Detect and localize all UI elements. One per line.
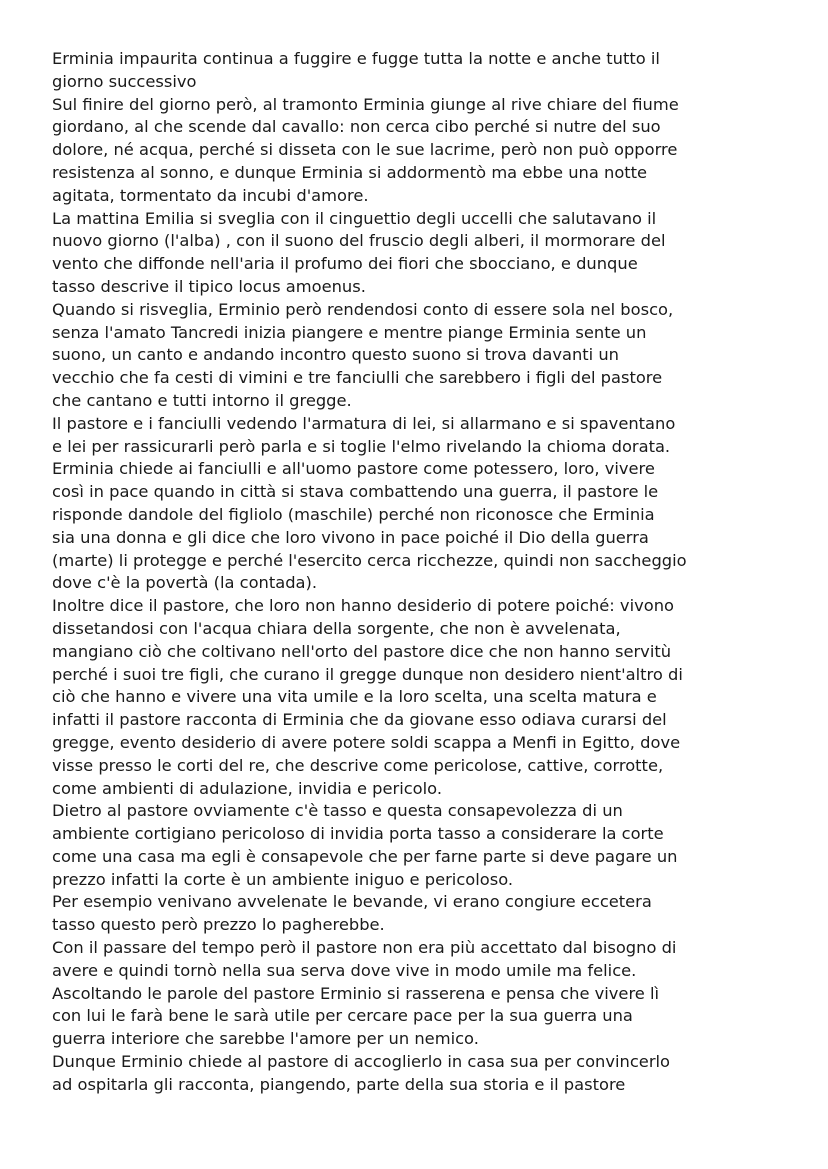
text-line: infatti il pastore racconta di Erminia che da giovane esso odiava curarsi del (52, 710, 667, 730)
text-line: giorno successivo (52, 71, 197, 91)
text-line: gregge, evento desiderio di avere potere soldi scappa a Menfi in Egitto, dove (52, 732, 681, 752)
text-line: Inoltre dice il pastore, che loro non hanno desiderio di potere poiché: vivono (52, 596, 674, 616)
text-line: Ascoltando le parole del pastore Erminio si rasserena e pensa che vivere lì (52, 983, 660, 1003)
text-line: ad ospitarla gli racconta, piangendo, parte della sua storia e il pastore (52, 1074, 626, 1094)
text-line: tasso questo però prezzo lo pagherebbe. (52, 915, 385, 935)
text-line: resistenza al sonno, e dunque Erminia si addormentò ma ebbe una notte (52, 162, 648, 182)
text-line: avere e quindi tornò nella sua serva dove vive in modo umile ma felice. (52, 960, 637, 980)
text-line: La mattina Emilia si sveglia con il cinguettio degli uccelli che salutavano il (52, 208, 657, 228)
text-line: senza l'amato Tancredi inizia piangere e mentre piange Erminia sente un (52, 322, 647, 342)
text-line: Erminia chiede ai fanciulli e all'uomo pastore come potessero, loro, vivere (52, 459, 655, 479)
text-line: dissetandosi con l'acqua chiara della sorgente, che non è avvelenata, (52, 618, 621, 638)
text-line: ciò che hanno e vivere una vita umile e la loro scelta, una scelta matura e (52, 687, 657, 707)
text-line: Dunque Erminio chiede al pastore di accoglierlo in casa sua per convincerlo (52, 1052, 670, 1072)
text-line: sia una donna e gli dice che loro vivono in pace poiché il Dio della guerra (52, 527, 649, 547)
text-line: dove c'è la povertà (la contada). (52, 573, 318, 593)
text-line: ambiente cortigiano pericoloso di invidia porta tasso a considerare la corte (52, 824, 664, 844)
text-line: Erminia impaurita continua a fuggire e fugge tutta la notte e anche tutto il (52, 49, 660, 68)
text-line: nuovo giorno (l'alba) , con il suono del fruscio degli alberi, il mormorare del (52, 231, 666, 251)
text-line: perché i suoi tre figli, che curano il gregge dunque non desidero nient'altro di (52, 664, 683, 684)
text-line: agitata, tormentato da incubi d'amore. (52, 185, 369, 205)
text-line: suono, un canto e andando incontro questo suono si trova davanti un (52, 345, 619, 365)
text-line: Con il passare del tempo però il pastore non era più accettato dal bisogno di (52, 938, 677, 958)
text-line: Dietro al pastore ovviamente c'è tasso e questa consapevolezza di un (52, 801, 623, 821)
text-line: prezzo infatti la corte è un ambiente iniguo e pericoloso. (52, 869, 514, 889)
text-line: (marte) li protegge e perché l'esercito cerca ricchezze, quindi non saccheggio (52, 550, 687, 570)
text-line: così in pace quando in città si stava combattendo una guerra, il pastore le (52, 482, 659, 502)
text-line: guerra interiore che sarebbe l'amore per un nemico. (52, 1029, 479, 1049)
text-line: vecchio che fa cesti di vimini e tre fanciulli che sarebbero i figli del pastore (52, 368, 663, 388)
text-line: con lui le farà bene le sarà utile per cercare pace per la sua guerra una (52, 1006, 633, 1026)
text-line: Sul finire del giorno però, al tramonto Erminia giunge al rive chiare del fiume (52, 94, 679, 114)
text-line: tasso descrive il tipico locus amoenus. (52, 276, 366, 296)
text-line: Quando si risveglia, Erminio però rendendosi conto di essere sola nel bosco, (52, 299, 674, 319)
text-line: come ambienti di adulazione, invidia e pericolo. (52, 778, 443, 798)
text-line: mangiano ciò che coltivano nell'orto del pastore dice che non hanno servitù (52, 641, 672, 661)
text-line: dolore, né acqua, perché si disseta con le sue lacrime, però non può opporre (52, 140, 678, 160)
document-body-text (52, 48, 792, 1097)
text-line: vento che diffonde nell'aria il profumo dei fiori che sbocciano, e dunque (52, 254, 638, 274)
text-line: visse presso le corti del re, che descrive come pericolose, cattive, corrotte, (52, 755, 664, 775)
text-line: risponde dandole del figliolo (maschile) perché non riconosce che Erminia (52, 504, 655, 524)
text-line: Il pastore e i fanciulli vedendo l'armatura di lei, si allarmano e si spaventano (52, 413, 676, 433)
text-line: che cantano e tutti intorno il gregge. (52, 390, 352, 410)
text-line: e lei per rassicurarli però parla e si toglie l'elmo rivelando la chioma dorata. (52, 436, 671, 456)
text-line: giordano, al che scende dal cavallo: non cerca cibo perché si nutre del suo (52, 117, 661, 137)
text-line: Per esempio venivano avvelenate le bevande, vi erano congiure eccetera (52, 892, 652, 912)
text-line: come una casa ma egli è consapevole che per farne parte si deve pagare un (52, 846, 678, 866)
